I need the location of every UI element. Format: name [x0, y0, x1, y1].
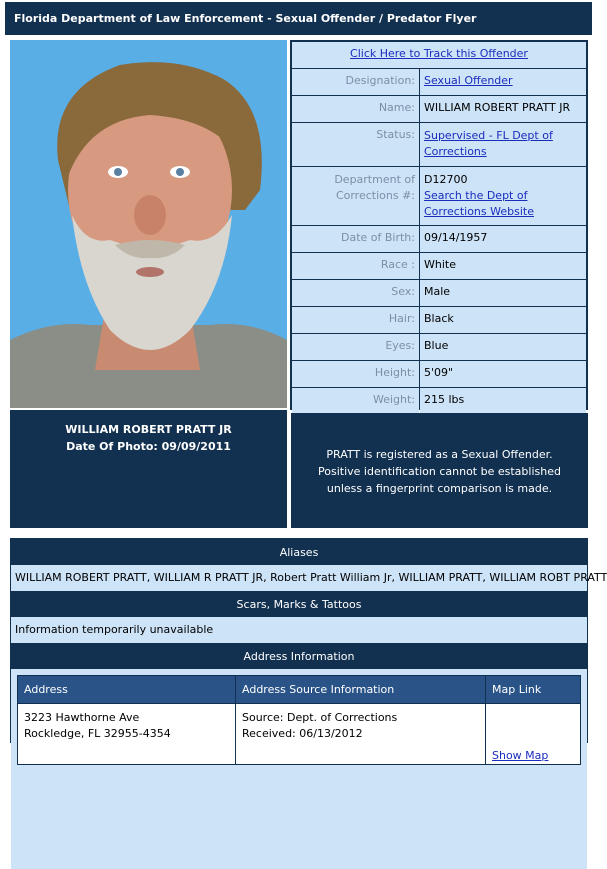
designation-link[interactable]: Sexual Offender	[424, 74, 513, 87]
name-label: Name:	[292, 96, 419, 122]
sex-label: Sex:	[292, 280, 419, 306]
weight-label: Weight:	[292, 388, 419, 414]
doc-number-value: D12700	[424, 173, 468, 186]
map-col-header: Map Link	[486, 676, 580, 703]
address-table-wrap	[11, 669, 587, 869]
eyes-value: Blue	[420, 334, 586, 360]
sex-value: Male	[420, 280, 586, 306]
notice-line-1: PRATT is registered as a Sexual Offender.	[326, 448, 553, 461]
eyes-label: Eyes:	[292, 334, 419, 360]
source-col-header: Address Source Information	[236, 676, 485, 703]
race-value: White	[420, 253, 586, 279]
show-map-link[interactable]: Show Map	[492, 749, 549, 762]
weight-value: 215 lbs	[420, 388, 586, 414]
name-value: WILLIAM ROBERT PRATT JR	[420, 96, 586, 122]
address-table	[17, 675, 581, 765]
status-link[interactable]: Supervised - FL Dept of Corrections	[424, 129, 553, 158]
caption-photo-date: Date Of Photo: 09/09/2011	[66, 440, 231, 453]
scars-text: Information temporarily unavailable	[11, 617, 587, 643]
address-source: Source: Dept. of Corrections	[242, 711, 398, 724]
track-offender-link[interactable]: Click Here to Track this Offender	[350, 47, 528, 60]
doc-number-label: Department of Corrections #:	[292, 167, 419, 225]
hair-label: Hair:	[292, 307, 419, 333]
dob-label: Date of Birth:	[292, 226, 419, 252]
table-row	[18, 704, 580, 764]
address-line-1: 3223 Hawthorne Ave	[24, 711, 140, 724]
notice-line-2: Positive identification cannot be established unless a fingerprint comparison is made.	[318, 465, 561, 495]
aliases-heading: Aliases	[279, 546, 319, 559]
search-doc-website-link[interactable]: Search the Dept of Corrections Website	[424, 189, 534, 218]
offender-info-panel	[290, 40, 588, 410]
hair-value: Black	[420, 307, 586, 333]
address-received: Received: 06/13/2012	[242, 727, 363, 740]
address-col-header: Address	[18, 676, 235, 703]
height-value: 5'09"	[420, 361, 586, 387]
race-label: Race :	[292, 253, 419, 279]
registration-notice	[291, 413, 588, 528]
scars-heading: Scars, Marks & Tattoos	[236, 598, 362, 611]
aliases-text: WILLIAM ROBERT PRATT, WILLIAM R PRATT JR, Robert Pratt William Jr, WILLIAM PRATT, WILLIAM ROBT PRATT	[11, 565, 587, 591]
page-header: Florida Department of Law Enforcement - Sexual Offender / Predator Flyer	[5, 2, 592, 35]
designation-label: Designation:	[292, 69, 419, 95]
status-label: Status:	[292, 123, 419, 166]
height-label: Height:	[292, 361, 419, 387]
address-heading: Address Information	[243, 650, 355, 663]
details-section	[10, 538, 607, 762]
address-line-2: Rockledge, FL 32955-4354	[24, 727, 171, 740]
caption-name: WILLIAM ROBERT PRATT JR	[65, 423, 232, 436]
dob-value: 09/14/1957	[420, 226, 586, 252]
offender-photo	[10, 40, 287, 408]
photo-caption	[10, 410, 287, 528]
